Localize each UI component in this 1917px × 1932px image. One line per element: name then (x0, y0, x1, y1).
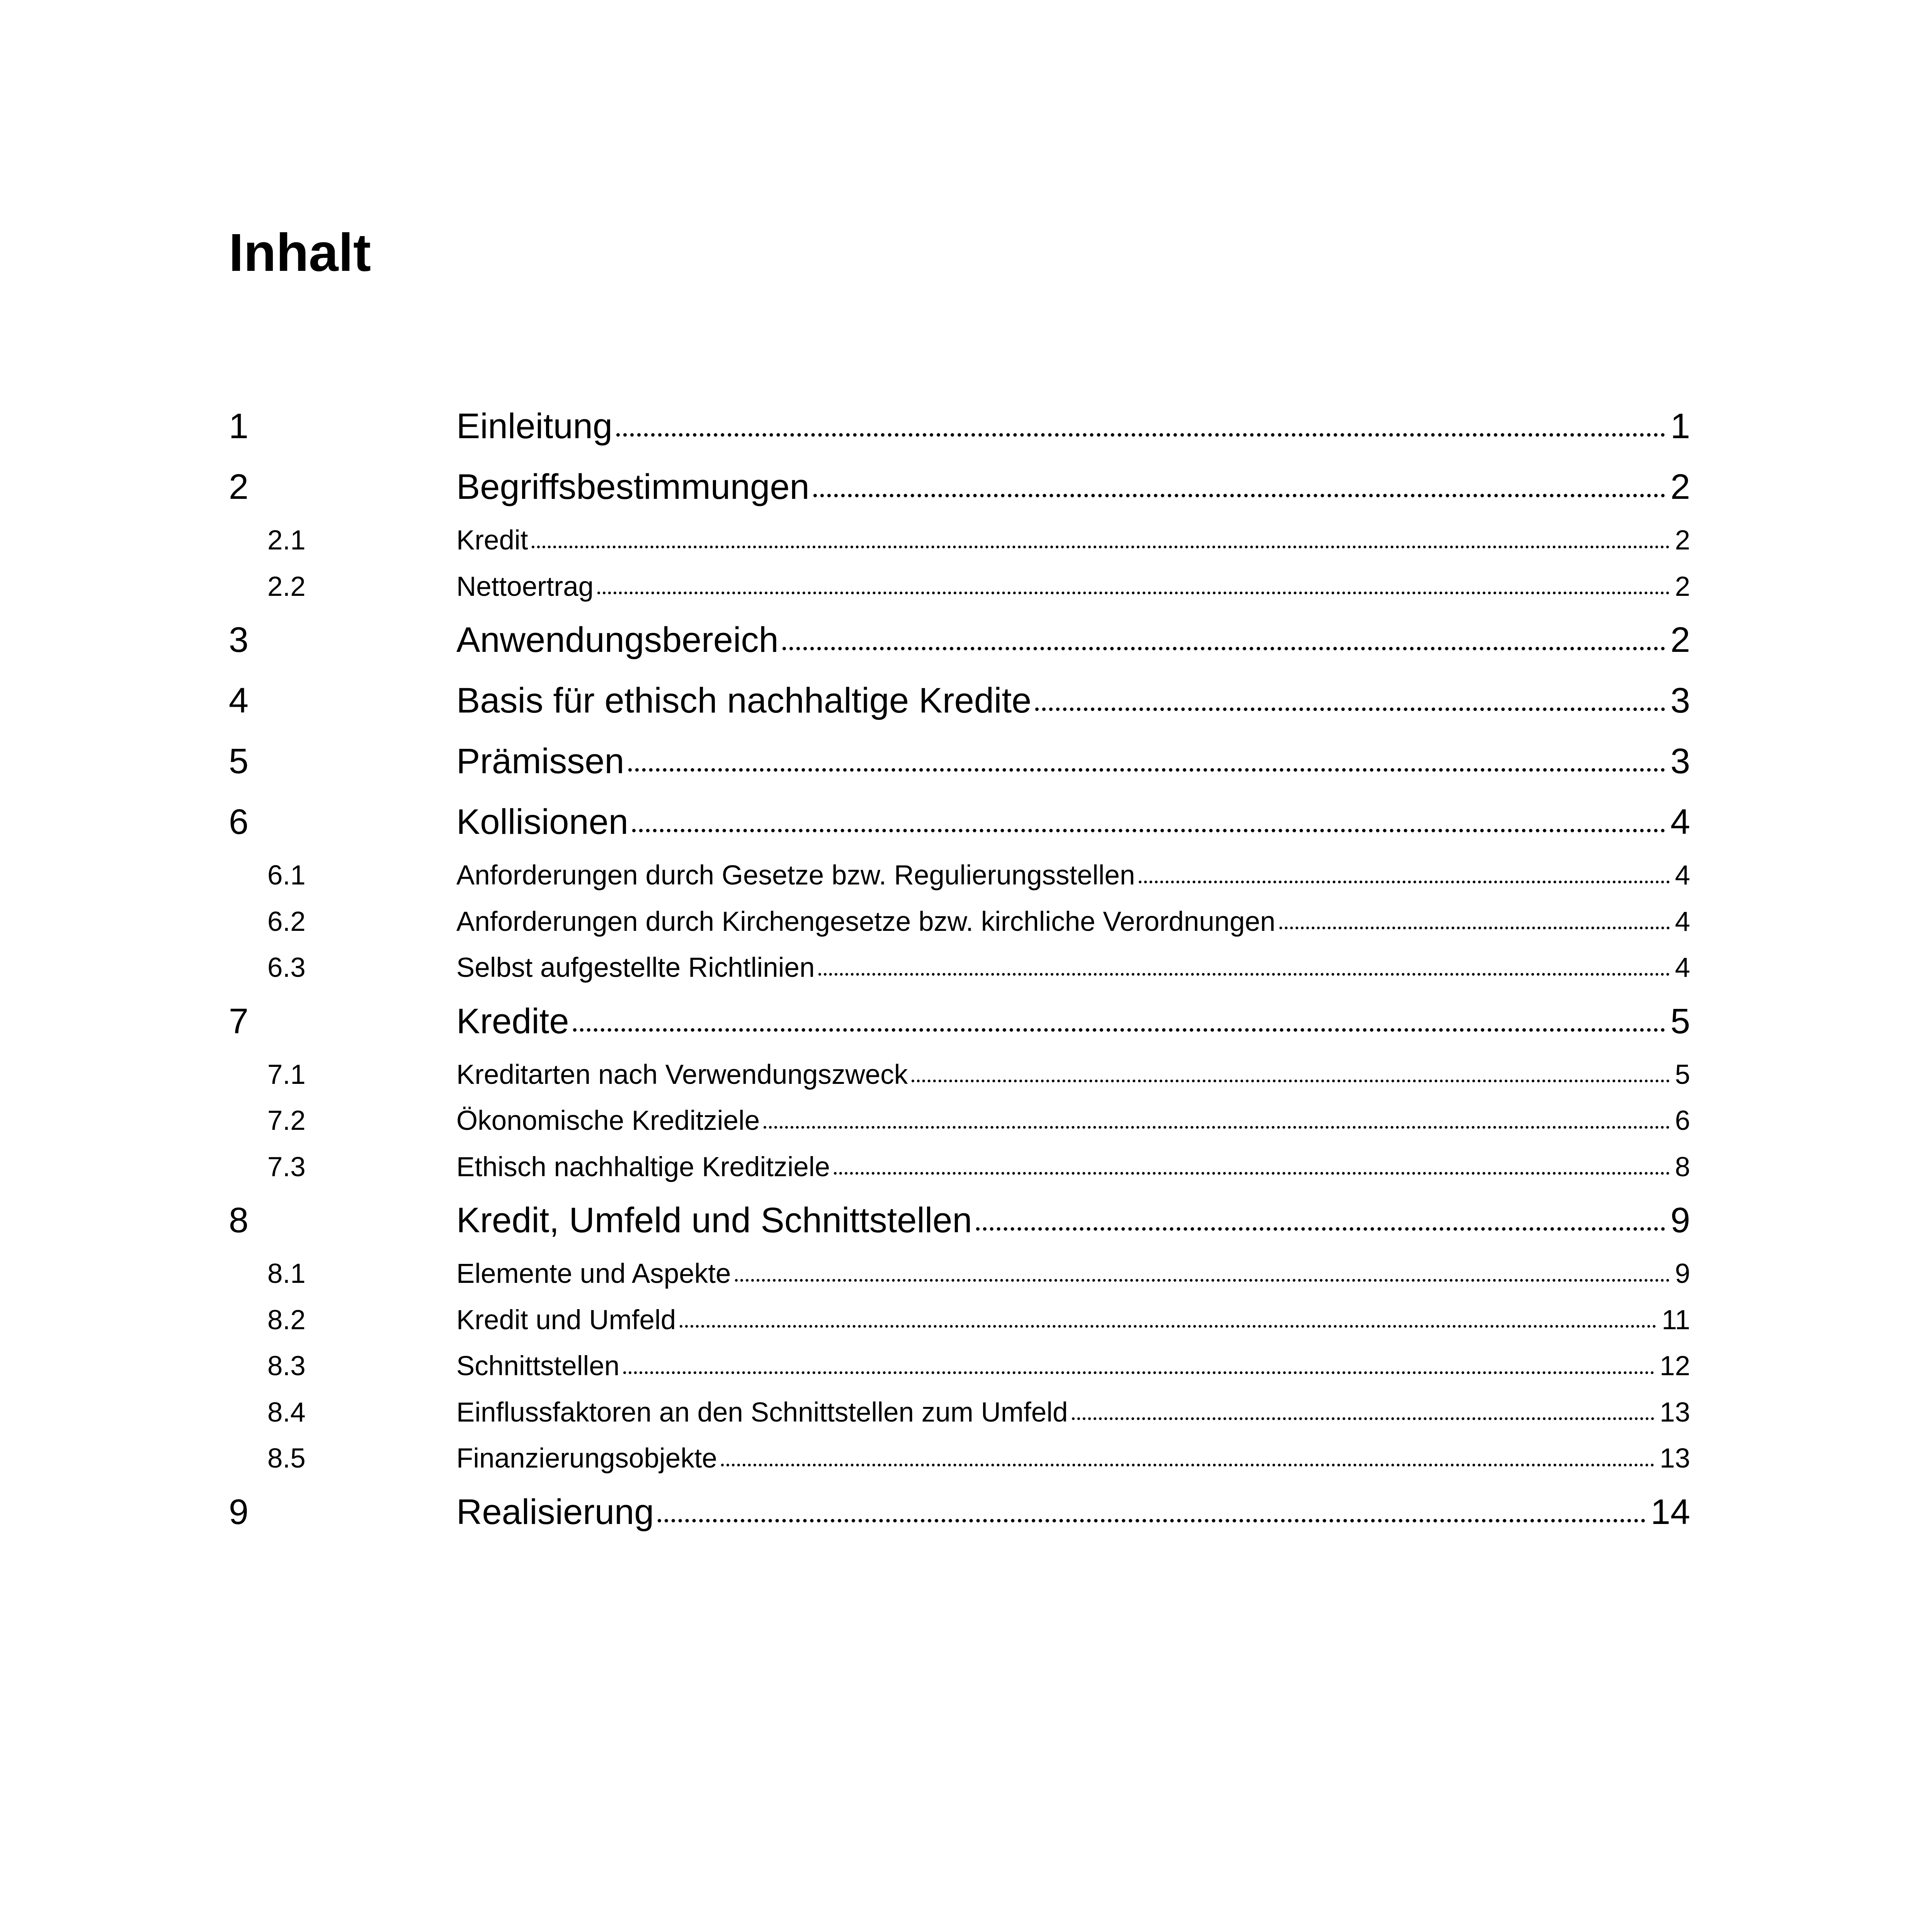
toc-entry-section[interactable] (229, 1435, 1690, 1482)
dot-leader (573, 991, 1665, 1052)
toc-entry-number: 6 (229, 802, 249, 842)
toc-entry-chapter[interactable] (229, 731, 1690, 792)
toc-entry-number: 4 (229, 681, 249, 720)
dot-leader (597, 564, 1669, 610)
toc-entry-number: 8.1 (267, 1259, 306, 1289)
toc-entry-chapter[interactable] (229, 457, 1690, 517)
toc-entry-title: Kredit, Umfeld und Schnittstellen (456, 1201, 972, 1240)
dot-leader (976, 1190, 1665, 1251)
toc-entry-number: 6.3 (267, 952, 306, 983)
toc-entry-chapter[interactable] (229, 1482, 1690, 1543)
toc-entry-page-number: 2 (1675, 571, 1690, 602)
toc-entry-number: 2.1 (267, 525, 306, 556)
toc-entry-page-number: 13 (1660, 1443, 1690, 1474)
toc-entry-page-number: 12 (1660, 1351, 1690, 1381)
toc-entry-number: 3 (229, 620, 249, 660)
toc-entry-number: 7 (229, 1001, 249, 1041)
toc-entry-page-number: 2 (1675, 525, 1690, 556)
toc-entry-chapter[interactable] (229, 610, 1690, 670)
toc-entry-page-number: 4 (1675, 906, 1690, 937)
toc-entry-title: Selbst aufgestellte Richtlinien (456, 952, 815, 983)
toc-entry-section[interactable] (229, 945, 1690, 991)
toc-entry-section[interactable] (229, 1297, 1690, 1344)
toc-entry-title: Kreditarten nach Verwendungszweck (456, 1059, 908, 1090)
toc-entry-section[interactable] (229, 852, 1690, 899)
dot-leader (912, 1052, 1669, 1098)
toc-entry-number: 9 (229, 1492, 249, 1532)
toc-entry-number: 2 (229, 467, 249, 507)
toc-entry-number: 8.4 (267, 1397, 306, 1428)
toc-entry-number: 2.2 (267, 571, 306, 602)
toc-entry-number: 1 (229, 406, 249, 446)
toc-entry-title: Einflussfaktoren an den Schnittstellen zum Umfeld (456, 1397, 1068, 1428)
dot-leader (616, 396, 1665, 457)
toc-entry-number: 8 (229, 1201, 249, 1240)
dot-leader (818, 945, 1669, 991)
toc-entry-title: Finanzierungsobjekte (456, 1443, 717, 1474)
toc-entry-title: Elemente und Aspekte (456, 1259, 731, 1289)
toc-entry-page-number: 8 (1675, 1151, 1690, 1182)
dot-leader (1072, 1389, 1654, 1436)
toc-entry-page-number: 5 (1675, 1059, 1690, 1090)
toc-entry-title: Ökonomische Kreditziele (456, 1105, 760, 1136)
toc-entry-title: Kredit und Umfeld (456, 1304, 676, 1335)
toc-entry-page-number: 2 (1670, 620, 1690, 660)
toc-entry-number: 6.2 (267, 906, 306, 937)
toc-entry-chapter[interactable] (229, 670, 1690, 731)
toc-entry-title: Realisierung (456, 1492, 654, 1532)
toc-entry-section[interactable] (229, 564, 1690, 610)
dot-leader (735, 1251, 1670, 1297)
toc-entry-number: 5 (229, 742, 249, 781)
dot-leader (1035, 670, 1665, 731)
toc-entry-page-number: 4 (1670, 802, 1690, 842)
toc-entry-section[interactable] (229, 1052, 1690, 1098)
toc-entry-chapter[interactable] (229, 396, 1690, 457)
toc-entry-chapter[interactable] (229, 1190, 1690, 1251)
toc-entry-title: Ethisch nachhaltige Kreditziele (456, 1151, 830, 1182)
toc-entry-page-number: 3 (1670, 681, 1690, 720)
toc-entry-page-number: 5 (1670, 1001, 1690, 1041)
dot-leader (1139, 852, 1669, 899)
toc-entry-number: 7.2 (267, 1105, 306, 1136)
toc-entry-title: Einleitung (456, 406, 613, 446)
toc-entry-section[interactable] (229, 1251, 1690, 1297)
toc-entry-page-number: 1 (1670, 406, 1690, 446)
toc-entry-page-number: 2 (1670, 467, 1690, 507)
toc-entry-title: Begriffsbestimmungen (456, 467, 810, 507)
toc-entry-title: Basis für ethisch nachhaltige Kredite (456, 681, 1032, 720)
page-title: Inhalt (229, 223, 371, 282)
dot-leader (658, 1482, 1645, 1543)
dot-leader (782, 610, 1665, 670)
toc-entry-number: 8.2 (267, 1304, 306, 1335)
toc-entry-page-number: 14 (1650, 1492, 1690, 1532)
dot-leader (813, 457, 1665, 517)
toc-entry-title: Prämissen (456, 742, 624, 781)
toc-entry-number: 8.3 (267, 1351, 306, 1381)
toc-entry-title: Anforderungen durch Gesetze bzw. Regulierungsstellen (456, 860, 1135, 891)
dot-leader (680, 1297, 1656, 1344)
toc-entry-title: Kollisionen (456, 802, 628, 842)
toc-entry-number: 7.1 (267, 1059, 306, 1090)
toc-entry-number: 7.3 (267, 1151, 306, 1182)
toc-entry-page-number: 3 (1670, 742, 1690, 781)
dot-leader (623, 1343, 1654, 1389)
dot-leader (764, 1098, 1669, 1144)
toc-entry-page-number: 11 (1662, 1304, 1690, 1335)
toc-entry-section[interactable] (229, 1389, 1690, 1436)
table-of-contents (229, 396, 1690, 1543)
dot-leader (632, 792, 1665, 852)
toc-entry-chapter[interactable] (229, 792, 1690, 852)
toc-entry-section[interactable] (229, 1144, 1690, 1190)
toc-entry-section[interactable] (229, 1343, 1690, 1389)
toc-entry-number: 8.5 (267, 1443, 306, 1474)
toc-entry-title: Kredite (456, 1001, 569, 1041)
dot-leader (1279, 899, 1670, 945)
toc-entry-page-number: 6 (1675, 1105, 1690, 1136)
toc-entry-title: Anwendungsbereich (456, 620, 779, 660)
toc-entry-title: Kredit (456, 525, 528, 556)
toc-entry-page-number: 9 (1675, 1259, 1690, 1289)
toc-entry-page-number: 4 (1675, 860, 1690, 891)
dot-leader (532, 517, 1669, 564)
dot-leader (721, 1435, 1654, 1482)
toc-entry-page-number: 13 (1660, 1397, 1690, 1428)
toc-entry-section[interactable] (229, 517, 1690, 564)
toc-entry-chapter[interactable] (229, 991, 1690, 1052)
toc-entry-page-number: 4 (1675, 952, 1690, 983)
toc-entry-title: Schnittstellen (456, 1351, 620, 1381)
dot-leader (628, 731, 1665, 792)
toc-entry-page-number: 9 (1670, 1201, 1690, 1240)
toc-entry-title: Anforderungen durch Kirchengesetze bzw. kirchliche Verordnungen (456, 906, 1276, 937)
dot-leader (834, 1144, 1670, 1190)
toc-entry-title: Nettoertrag (456, 571, 594, 602)
toc-entry-section[interactable] (229, 1098, 1690, 1144)
toc-entry-number: 6.1 (267, 860, 306, 891)
toc-entry-section[interactable] (229, 899, 1690, 945)
